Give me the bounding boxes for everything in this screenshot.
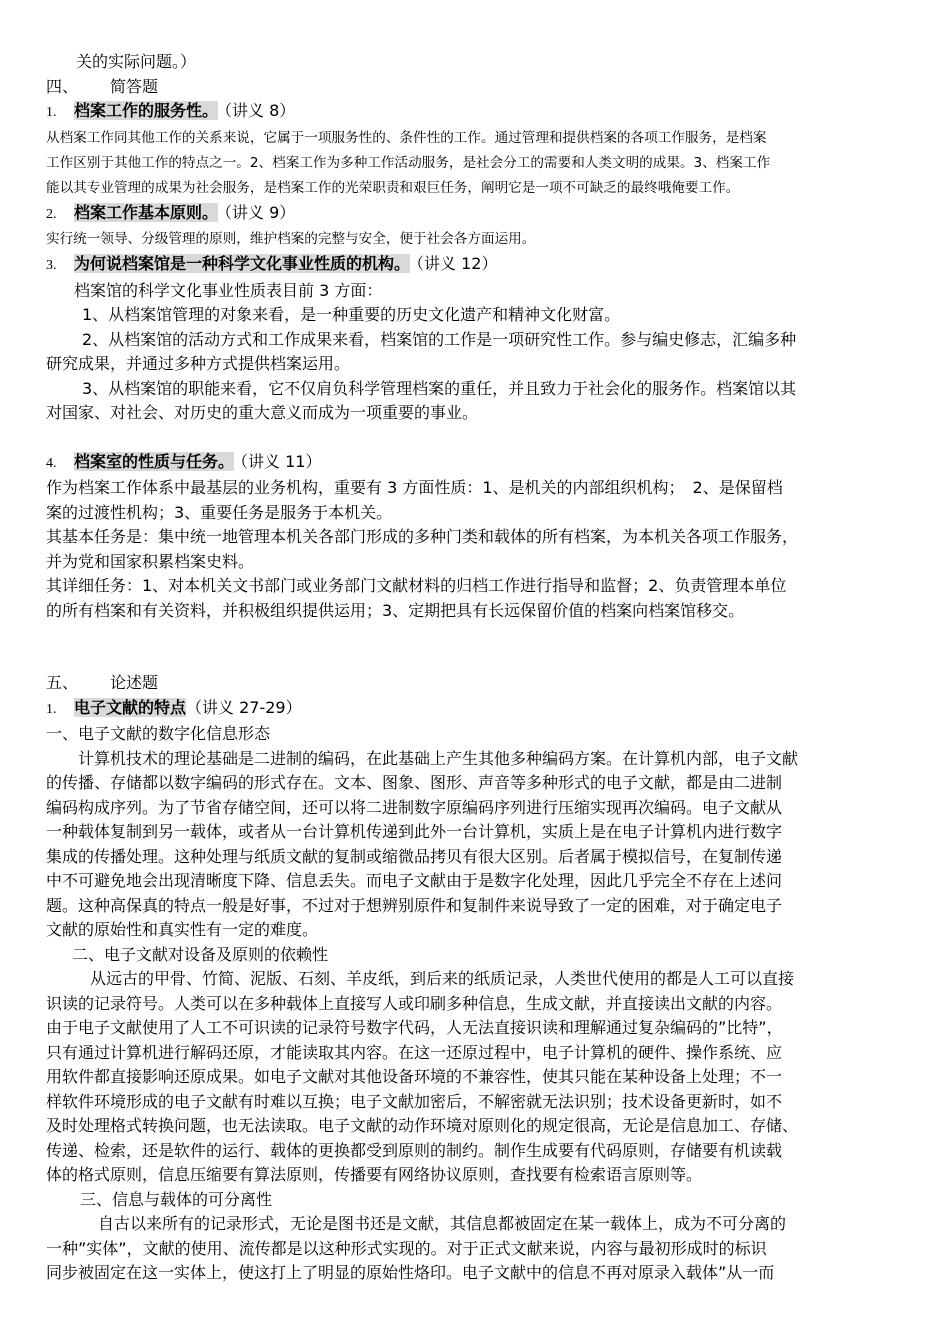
paragraph-line: 由于电子文献使用了人工不可识读的记录符号数字代码，人无法直接识读和理解通过复杂编码的”比特”， [46, 1018, 783, 1037]
question-number: 1. [46, 701, 57, 717]
answer-line: 其详细任务：1、对本机关文书部门或业务部门文献材料的归档工作进行指导和监督；2、负责管理本单位 [46, 576, 787, 595]
answer-line: 案的过渡性机构；3、重要任务是服务于本机关。 [46, 502, 393, 522]
paragraph-line: 样软件环境形成的电子文献有时难以互换；电子文献加密后，不解密就无法识别；技术设备更新时，如不 [46, 1091, 783, 1111]
question-number: 3. [46, 258, 57, 273]
paragraph-line: 同步被固定在这一实体上，使这打上了明显的原始性烙印。电子文献中的信息不再对原录入载体”从一而 [46, 1263, 775, 1282]
answer-point-1: 1、从档案馆管理的对象来看，是一种重要的历史文化遗产和精神文化财富。 [82, 305, 621, 324]
question-number: 1. [46, 105, 57, 120]
paragraph-line: 文献的原始性和真实性有一定的难度。 [46, 920, 319, 939]
question-title: 档案工作的服务性。 [74, 101, 219, 120]
lecture-ref: （讲义 8） [224, 101, 296, 120]
paragraph-line: 识读的记录符号。人类可以在多种载体上直接写人或印刷多种信息，生成文献，并直接读出文献的内容。 [46, 993, 783, 1013]
question-title: 电子文献的特点 [74, 697, 187, 717]
question-title: 档案工作基本原则。 [74, 202, 219, 222]
paragraph-line: 传递、检索，还是软件的运行、载体的更换都受到原则的制约。制作生成要有代码原则，存储要有机读载 [46, 1140, 783, 1160]
section-title: 论述题 [110, 673, 159, 692]
paragraph-line: 集成的传播处理。这种处理与纸质文献的复制或缩微品拷贝有很大区别。后者属于模拟信号，在复制传递 [46, 846, 783, 866]
paragraph-line: 自古以来所有的记录形式，无论是图书还是文献，其信息都被固定在某一载体上，成为不可分离的 [98, 1214, 787, 1233]
lecture-ref: （讲义 12） [416, 254, 498, 273]
question-1-heading [46, 99, 910, 126]
paragraph-line: 从远古的甲骨、竹简、泥版、石刻、羊皮纸，到后来的纸质记录，人类世代使用的都是人工可以直接 [90, 969, 795, 988]
section-number: 五、 [46, 673, 79, 692]
subheading-1: 一、电子文献的数字化信息形态 [46, 724, 271, 743]
question-title: 为何说档案馆是一种科学文化事业性质的机构。 [74, 254, 411, 273]
section-title: 简答题 [110, 76, 159, 96]
lecture-ref: （讲义 9） [224, 202, 296, 222]
section-5-heading [46, 671, 910, 696]
question-number: 2. [46, 206, 57, 222]
paragraph-line: 中不可避免地会出现清晰度下降、信息丢失。而电子文献由于是数字化处理，因此几乎完全不存在上述问 [46, 871, 783, 890]
answer-line: 对国家、对社会、对历史的重大意义而成为一项重要的事业。 [46, 403, 479, 422]
answer-point-3: 3、从档案馆的职能来看，它不仅肩负科学管理档案的重任，并且致力于社会化的服务作。档案馆以其 [82, 378, 797, 398]
paragraph-line: 一种载体复制到另一载体，或者从一台计算机传递到此外一台计算机，实质上是在电子计算机内进行数字 [46, 822, 783, 841]
paragraph-line: 体的格式原则，信息压缩要有算法原则，传播要有网络协议原则，查找要有检索语言原则等。 [46, 1165, 703, 1184]
question-2-heading [46, 201, 910, 228]
question-title: 档案室的性质与任务。 [74, 451, 235, 471]
lecture-ref: （讲义 11） [240, 451, 322, 471]
paragraph-line: 计算机技术的理论基础是二进制的编码，在此基础上产生其他多种编码方案。在计算机内部，电子文献 [78, 748, 799, 768]
answer-line: 工作区别于其他工作的特点之一。2、档案工作为多种工作活动服务，是社会分工的需要和人类文明的成果。3、档案工作 [46, 154, 771, 171]
question-3-heading [46, 252, 910, 279]
section-4-heading [46, 75, 910, 100]
paragraph-line: 一种”实体”，文献的使用、流传都是以这种形式实现的。对于正式文献来说，内容与最初形成时的标识 [46, 1238, 767, 1258]
answer-line: 的所有档案和有关资料，并积极组织提供运用；3、定期把具有长远保留价值的档案向档案馆移交。 [46, 600, 745, 620]
paragraph-line: 用软件都直接影响还原成果。如电子文献对其他设备环境的不兼容性，使其只能在某种设备上处理；不一 [46, 1067, 783, 1086]
answer-intro: 档案馆的科学文化事业性质表目前 3 方面： [74, 280, 383, 300]
essay-1-heading [46, 696, 910, 723]
answer-line: 其基本任务是：集中统一地管理本机关各部门形成的多种门类和载体的所有档案，为本机关各项工作服务， [46, 527, 799, 546]
paragraph-line: 题。这种高保真的特点一般是好事，不过对于想辨别原件和复制件来说导致了一定的困难，对于确定电子 [46, 895, 783, 915]
answer-line: 研究成果，并通过多种方式提供档案运用。 [46, 354, 351, 373]
paragraph-line: 只有通过计算机进行解码还原，才能读取其内容。在这一还原过程中，电子计算机的硬件、操作系统、应 [46, 1042, 783, 1062]
carry-over-line: 关的实际问题。） [76, 52, 197, 71]
answer-line: 并为党和国家积累档案史料。 [46, 551, 255, 571]
section-number: 四、 [46, 76, 79, 96]
question-number: 4. [46, 455, 57, 471]
answer-line: 从档案工作同其他工作的关系来说，它属于一项服务性的、条件性的工作。通过管理和提供档案的各项工作服务，是档案 [46, 129, 767, 146]
answer-line: 作为档案工作体系中最基层的业务机构，重要有 3 方面性质：1、是机关的内部组织机构； 2、是保留档 [46, 478, 783, 497]
lecture-ref: （讲义 27-29） [186, 697, 302, 717]
answer-point-2: 2、从档案馆的活动方式和工作成果来看，档案馆的工作是一项研究性工作。参与编史修志，汇编多种 [82, 329, 797, 349]
paragraph-line: 的传播、存储都以数字编码的形式存在。文本、图象、图形、声音等多种形式的电子文献，都是由二进制 [46, 773, 783, 792]
subheading-2: 二、电子文献对设备及原则的依赖性 [72, 944, 329, 964]
paragraph-line: 编码构成序列。为了节省存储空间，还可以将二进制数字原编码序列进行压缩实现再次编码。电子文献从 [46, 797, 783, 817]
paragraph-line: 及时处理格式转换问题，也无法读取。电子文献的动作环境对原则化的规定很高，无论是信息加工、存储、 [46, 1116, 799, 1135]
document-page [46, 50, 910, 1286]
question-4-heading [46, 450, 910, 477]
subheading-3: 三、信息与载体的可分离性 [80, 1189, 273, 1209]
answer-line: 能以其专业管理的成果为社会服务，是档案工作的光荣职责和艰巨任务，阐明它是一项不可缺乏的最终哦俺要工作。 [46, 179, 740, 196]
answer-line: 实行统一领导、分级管理的原则，维护档案的完整与安全，便于社会各方面运用。 [46, 231, 536, 247]
